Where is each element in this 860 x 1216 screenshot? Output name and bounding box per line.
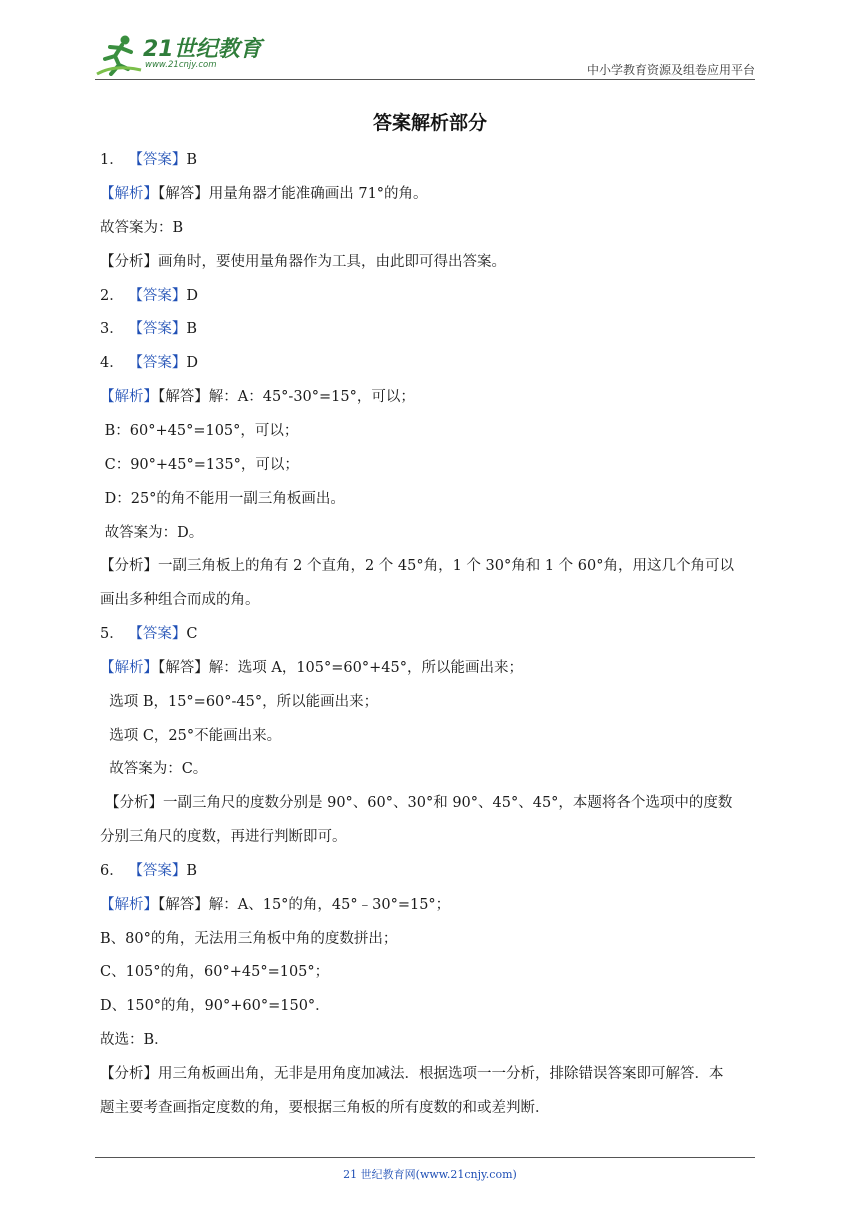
answer-value: B — [186, 863, 197, 879]
q1-analysis-line — [100, 253, 506, 271]
fenxi-tag: 【分析】 — [100, 558, 158, 574]
question-number: 1． — [100, 152, 124, 168]
answer-tag: 【答案】 — [128, 321, 187, 337]
footer-divider — [95, 1157, 755, 1158]
q1-conclusion: 故答案为：B — [100, 220, 184, 236]
fenxi-tag: 【分析】 — [100, 254, 158, 270]
logo-url: www.21cnjy.com — [145, 60, 217, 70]
q4-conclusion: 故答案为：D。 — [100, 525, 204, 541]
q3-answer-line — [100, 320, 197, 338]
q1-answer-line — [100, 151, 197, 169]
logo-text: 21世纪教育 — [143, 37, 262, 62]
solution-tag: 【解答】 — [158, 186, 209, 202]
answer-tag: 【答案】 — [128, 355, 187, 371]
q4-solution-line — [100, 388, 415, 406]
analysis-text: 用三角板画出角，无非是用角度加减法．根据选项一一分析，排除错误答案即可解答．本 — [158, 1066, 724, 1082]
q4-analysis-line — [100, 557, 734, 575]
page-header — [95, 30, 755, 80]
solution-tag: 【解答】 — [158, 389, 209, 405]
question-number: 3． — [100, 321, 124, 337]
page-title: 答案解析部分 — [372, 112, 487, 134]
answer-value: B — [186, 152, 197, 168]
question-number: 4． — [100, 355, 124, 371]
analysis-tag: 【解析】 — [100, 660, 158, 676]
fenxi-tag: 【分析】 — [105, 795, 163, 811]
q5-conclusion: 故答案为：C。 — [100, 761, 208, 777]
solution-tag: 【解答】 — [158, 897, 209, 913]
solution-tag: 【解答】 — [158, 660, 209, 676]
q5-analysis-line — [105, 794, 732, 812]
q5-line-b: 选项 B，15°=60°-45°，所以能画出来； — [100, 694, 379, 710]
q2-answer-line — [100, 287, 198, 305]
q5-analysis-line-2: 分别三角尺的度数，再进行判断即可。 — [100, 829, 347, 845]
answer-tag: 【答案】 — [128, 152, 187, 168]
solution-text: 解：A、15°的角，45°﹣30°=15°； — [208, 897, 451, 913]
q6-line-b: B、80°的角，无法用三角板中角的度数拼出； — [100, 931, 398, 947]
runner-logo-icon — [95, 34, 145, 76]
q6-conclusion: 故选：B． — [100, 1032, 169, 1048]
analysis-text: 一副三角尺的度数分别是 90°、60°、30°和 90°、45°、45°，本题将各个选项中的度数 — [163, 795, 733, 811]
fenxi-tag: 【分析】 — [100, 1066, 158, 1082]
question-number: 6． — [100, 863, 124, 879]
analysis-tag: 【解析】 — [100, 186, 158, 202]
analysis-text: 画角时，要使用量角器作为工具，由此即可得出答案。 — [158, 254, 506, 270]
solution-text: 解：选项 A，105°=60°+45°，所以能画出来； — [208, 660, 523, 676]
header-divider — [95, 79, 755, 80]
question-number: 2． — [100, 288, 124, 304]
q6-line-c: C、105°的角，60°+45°=105°； — [100, 964, 330, 980]
site-logo — [95, 34, 265, 76]
answer-tag: 【答案】 — [128, 863, 187, 879]
header-platform-text: 中小学教育资源及组卷应用平台 — [586, 63, 755, 77]
answer-tag: 【答案】 — [128, 288, 187, 304]
analysis-tag: 【解析】 — [100, 389, 158, 405]
question-number: 5． — [100, 626, 124, 642]
q6-answer-line — [100, 862, 197, 880]
q4-analysis-line-2: 画出多种组合而成的角。 — [100, 592, 260, 608]
q4-line-c: C：90°+45°=135°，可以； — [100, 457, 299, 473]
q4-line-d: D：25°的角不能用一副三角板画出。 — [100, 491, 345, 507]
analysis-text: 一副三角板上的角有 2 个直角，2 个 45°角，1 个 30°角和 1 个 60°角，用这几个角可以 — [158, 558, 734, 574]
answer-tag: 【答案】 — [128, 626, 187, 642]
q5-line-c: 选项 C，25°不能画出来。 — [100, 728, 282, 744]
q1-solution-line — [100, 185, 428, 203]
solution-text: 用量角器才能准确画出 71°的角。 — [208, 186, 428, 202]
q6-analysis-line — [100, 1065, 724, 1083]
q6-line-d: D、150°的角，90°+60°=150°． — [100, 998, 330, 1014]
q6-analysis-line-2: 题主要考查画指定度数的角，要根据三角板的所有度数的和或差判断． — [100, 1100, 550, 1116]
answer-value: D — [186, 288, 198, 304]
answer-value: D — [186, 355, 198, 371]
q5-solution-line — [100, 659, 523, 677]
q4-line-b: B：60°+45°=105°，可以； — [100, 423, 299, 439]
q5-answer-line — [100, 625, 197, 643]
footer-text: 21 世纪教育网(www.21cnjy.com) — [343, 1168, 517, 1181]
solution-text: 解：A：45°-30°=15°，可以； — [208, 389, 415, 405]
answer-value: B — [186, 321, 197, 337]
q6-solution-line — [100, 896, 450, 914]
q4-answer-line — [100, 354, 198, 372]
analysis-tag: 【解析】 — [100, 897, 158, 913]
answer-value: C — [186, 626, 198, 642]
